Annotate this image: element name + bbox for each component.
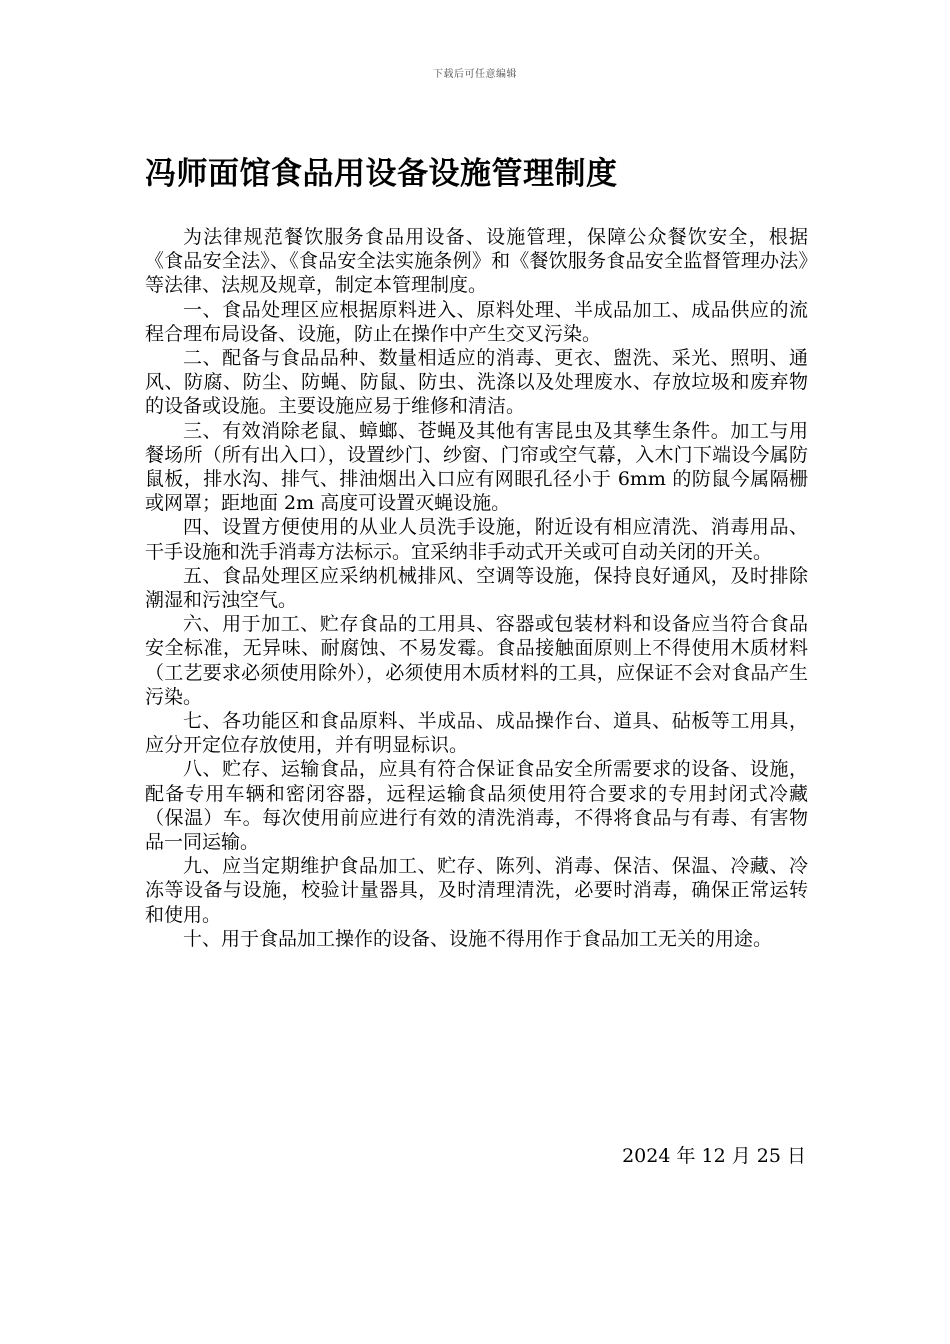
paragraph-9: 九、应当定期维护食品加工、贮存、陈列、消毒、保洁、保温、冷藏、冷冻等设备与设施，校验计量器具，及时清理清洗，必要时消毒，确保正常运转和使用。: [145, 855, 808, 926]
paragraph-5: 五、食品处理区应采纳机械排风、空调等设施，保持良好通风，及时排除潮湿和污浊空气。: [145, 564, 808, 612]
paragraph-3: 三、有效消除老鼠、蟑螂、苍蝇及其他有害昆虫及其孳生条件。加工与用餐场所（所有出入口），设置纱门、纱窗、门帘或空气幕，入木门下端设今属防鼠板，排水沟、排气、排油烟出入口应有网眼孔径小于 6mm 的防鼠今属隔栅或网罩；距地面 2m 高度可设置灭蝇设施。: [145, 419, 808, 515]
paragraph-intro: 为法律规范餐饮服务食品用设备、设施管理，保障公众餐饮安全，根据《食品安全法》、《食品安全法实施条例》和《餐饮服务食品安全监督管理办法》等法律、法规及规章，制定本管理制度。: [145, 226, 808, 297]
header-note: 下载后可任意编辑: [433, 69, 517, 80]
paragraph-2: 二、配备与食品品种、数量相适应的消毒、更衣、盥洗、采光、照明、通风、防腐、防尘、防蝇、防鼠、防虫、洗涤以及处理废水、存放垃圾和废弃物的设备或设施。主要设施应易于维修和清洁。: [145, 347, 808, 418]
document-title: 冯师面馆食品用设备设施管理制度: [145, 156, 618, 192]
paragraph-1: 一、食品处理区应根据原料进入、原料处理、半成品加工、成品供应的流程合理布局设备、设施，防止在操作中产生交叉污染。: [145, 298, 808, 345]
paragraph-7: 七、各功能区和食品原料、半成品、成品操作台、道具、砧板等工用具，应分开定位存放使用，并有明显标识。: [145, 710, 808, 757]
paragraph-8: 八、贮存、运输食品，应具有符合保证食品安全所需要求的设备、设施，配备专用车辆和密闭容器，远程运输食品须使用符合要求的专用封闭式冷藏（保温）车。每次使用前应进行有效的清洗消毒，不得将食品与有毒、有害物品一同运输。: [145, 758, 808, 854]
paragraph-10: 十、用于食品加工操作的设备、设施不得用作于食品加工无关的用途。: [183, 927, 773, 950]
document-body: [145, 225, 808, 951]
paragraph-6: 六、用于加工、贮存食品的工用具、容器或包装材料和设备应当符合食品安全标准，无异味、耐腐蚀、不易发霉。食品接触面原则上不得使用木质材料（工艺要求必须使用除外），必须使用木质材料的工具，应保证不会对食品产生污染。: [145, 613, 808, 708]
paragraph-4: 四、设置方便使用的从业人员洗手设施，附近设有相应清洗、消毒用品、干手设施和洗手消毒方法标示。宜采纳非手动式开关或可自动关闭的开关。: [145, 516, 808, 563]
document-date: 2024 年 12 月 25 日: [622, 1145, 806, 1167]
